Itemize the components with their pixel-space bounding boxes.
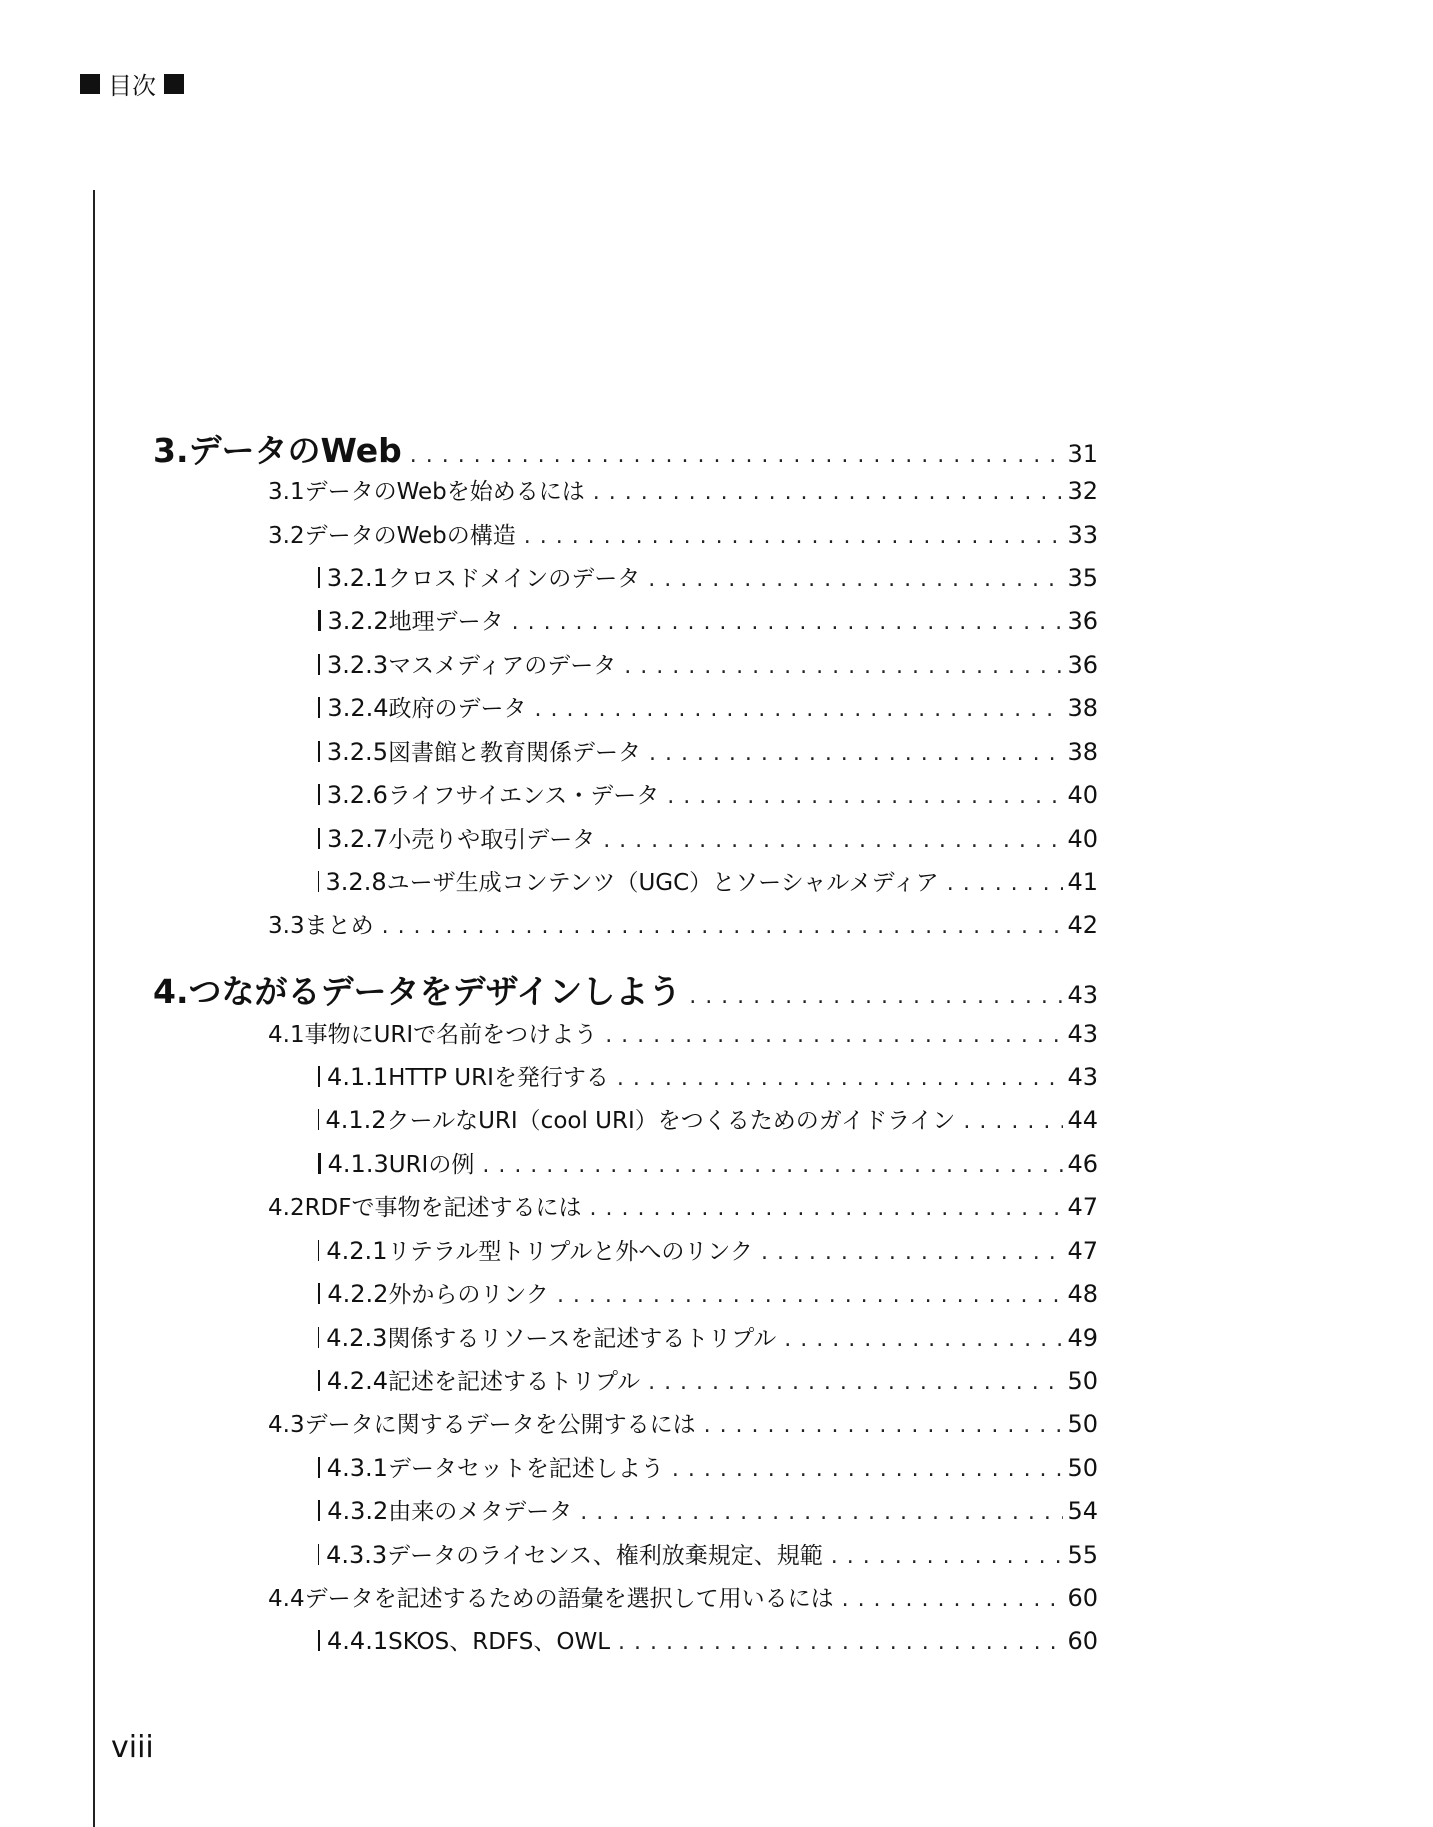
dot-leader [605, 1023, 1063, 1048]
toc-number: 4. [153, 972, 189, 1011]
toc-subsection[interactable] [318, 1450, 1098, 1483]
toc-number: 4.1.1 [327, 1063, 389, 1091]
toc-section[interactable] [268, 517, 1098, 550]
toc-page-number: 38 [1067, 694, 1098, 722]
toc-subsection[interactable] [318, 777, 1098, 810]
toc-page-number: 54 [1067, 1497, 1098, 1525]
toc-title: URIの例 [388, 1152, 475, 1178]
toc-chapter[interactable] [153, 966, 1098, 1013]
toc-subsection[interactable] [318, 1059, 1098, 1092]
toc-title: クールなURI（cool URI）をつくるためのガイドライン [386, 1108, 956, 1134]
toc-number: 4.1 [268, 1022, 305, 1048]
toc-page-number: 47 [1067, 1193, 1098, 1221]
toc-page-number: 50 [1067, 1454, 1098, 1482]
dot-leader [624, 654, 1063, 679]
toc-number: 4.2.4 [326, 1367, 388, 1395]
toc-number: 4.4.1 [327, 1627, 389, 1655]
toc-section[interactable] [268, 907, 1098, 940]
toc-subsection[interactable] [318, 1276, 1098, 1309]
toc-page-number: 41 [1067, 868, 1098, 896]
toc-subsection[interactable] [318, 1102, 1098, 1135]
dot-leader [524, 524, 1064, 549]
toc-page-number: 55 [1067, 1541, 1098, 1569]
toc-page-number: 50 [1067, 1410, 1098, 1438]
toc-page-number: 60 [1067, 1627, 1098, 1655]
toc-subsection[interactable] [318, 1320, 1098, 1353]
toc-page-number: 33 [1067, 521, 1098, 549]
toc-title: ユーザ生成コンテンツ（UGC）とソーシャルメディア [386, 870, 939, 896]
toc-subsection[interactable] [318, 1146, 1098, 1179]
toc-section[interactable] [268, 1406, 1098, 1439]
toc-page-number: 50 [1067, 1367, 1098, 1395]
toc-number: 4.2.2 [327, 1280, 389, 1308]
bar-marker-icon [318, 1066, 320, 1087]
toc-page-number: 31 [1067, 440, 1098, 468]
toc-number: 4.3.3 [326, 1541, 388, 1569]
dot-leader [784, 1327, 1063, 1352]
toc-title: データを記述するための語彙を選択して用いるには [304, 1586, 834, 1612]
toc-number: 4.3.2 [327, 1497, 389, 1525]
toc-page-number: 42 [1067, 911, 1098, 939]
dot-leader [618, 1630, 1063, 1655]
toc-page-number: 38 [1067, 738, 1098, 766]
toc-number: 3.1 [268, 479, 305, 505]
toc-subsection[interactable] [318, 1233, 1098, 1266]
bar-marker-icon [318, 610, 321, 631]
toc-subsection[interactable] [318, 821, 1098, 854]
dot-leader [580, 1500, 1063, 1525]
bar-marker-icon [318, 1630, 320, 1651]
toc-number: 3.2.6 [326, 781, 388, 809]
toc-subsection[interactable] [318, 647, 1098, 680]
dot-leader [831, 1544, 1064, 1569]
toc-title: 由来のメタデータ [388, 1499, 573, 1525]
toc-subsection[interactable] [318, 864, 1098, 897]
bar-marker-icon [318, 1240, 319, 1261]
toc-subsection[interactable] [318, 1363, 1098, 1396]
toc-number: 3.2.3 [327, 651, 389, 679]
toc-subsection[interactable] [318, 1623, 1098, 1656]
toc-page-number: 48 [1067, 1280, 1098, 1308]
toc-title: ライフサイエンス・データ [387, 783, 660, 809]
dot-leader [649, 741, 1063, 766]
toc-page-number: 43 [1067, 981, 1098, 1009]
dot-leader [557, 1283, 1064, 1308]
toc-page-number: 40 [1067, 825, 1098, 853]
toc-number: 4.3.1 [326, 1454, 388, 1482]
toc-section[interactable] [268, 1189, 1098, 1222]
toc-title: データのWebの構造 [304, 523, 516, 549]
dot-leader [648, 567, 1063, 592]
dot-leader [704, 1413, 1064, 1438]
toc-title: データのライセンス、権利放棄規定、規範 [387, 1543, 823, 1569]
toc-title: データセットを記述しよう [387, 1456, 664, 1482]
toc-title: 政府のデータ [388, 696, 527, 722]
dot-leader [842, 1587, 1064, 1612]
toc-subsection[interactable] [318, 560, 1098, 593]
toc-number: 3.2.8 [325, 868, 387, 896]
toc-section[interactable] [268, 1580, 1098, 1613]
toc-number: 4.1.3 [327, 1150, 389, 1178]
dot-leader [512, 610, 1064, 635]
bar-marker-icon [318, 1500, 320, 1521]
bar-marker-icon [318, 741, 320, 762]
bar-marker-icon [318, 1457, 320, 1478]
bar-marker-icon [318, 1283, 320, 1304]
bar-marker-icon [318, 567, 320, 588]
toc-title: SKOS、RDFS、OWL [388, 1629, 611, 1655]
dot-leader [382, 914, 1064, 939]
toc-page-number: 43 [1067, 1063, 1098, 1091]
toc-chapter[interactable] [153, 425, 1098, 472]
toc-page-number: 36 [1067, 651, 1098, 679]
dot-leader [617, 1066, 1064, 1091]
dot-leader [667, 784, 1063, 809]
toc-number: 3.2.7 [327, 825, 389, 853]
toc-number: 3.3 [268, 913, 305, 939]
running-head-label: 目次 [108, 72, 156, 100]
dot-leader [761, 1240, 1064, 1265]
toc-page-number: 46 [1067, 1150, 1098, 1178]
dot-leader [482, 1153, 1063, 1178]
dot-leader [672, 1457, 1064, 1482]
toc-title: クロスドメインのデータ [387, 566, 641, 592]
toc-title: 事物にURIで名前をつけよう [304, 1022, 598, 1048]
toc-number: 3.2.4 [327, 694, 389, 722]
toc-page-number: 32 [1067, 477, 1098, 505]
bar-marker-icon [318, 1370, 320, 1391]
bar-marker-icon [318, 1544, 319, 1565]
toc-subsection[interactable] [318, 1493, 1098, 1526]
toc-title: HTTP URIを発行する [388, 1065, 609, 1091]
bar-marker-icon [318, 871, 319, 892]
dot-leader [648, 1370, 1063, 1395]
bar-marker-icon [318, 828, 320, 849]
toc-number: 3. [153, 431, 189, 470]
toc-title: つながるデータをデザインしよう [188, 972, 682, 1011]
toc-number: 4.2 [268, 1195, 305, 1221]
toc-title: 外からのリンク [388, 1282, 549, 1308]
toc-number: 3.2.5 [326, 738, 388, 766]
toc-page-number: 60 [1067, 1584, 1098, 1612]
dot-leader [410, 443, 1064, 468]
toc-title: 小売りや取引データ [388, 827, 596, 853]
toc-title: 関係するリソースを記述するトリプル [387, 1326, 777, 1352]
toc-title: データのWeb [188, 431, 402, 470]
page-folio: viii [111, 1730, 154, 1765]
toc-number: 3.2.2 [327, 607, 389, 635]
toc-title: データに関するデータを公開するには [304, 1412, 696, 1438]
bar-marker-icon [318, 784, 320, 805]
toc-subsection[interactable] [318, 603, 1098, 636]
bar-marker-icon [318, 1327, 319, 1348]
bar-marker-icon [318, 697, 320, 718]
toc-number: 4.2.3 [326, 1324, 388, 1352]
bar-marker-icon [318, 654, 320, 675]
toc-title: 記述を記述するトリプル [387, 1369, 641, 1395]
toc-page-number: 35 [1067, 564, 1098, 592]
toc-subsection[interactable] [318, 690, 1098, 723]
toc-title: RDFで事物を記述するには [304, 1195, 582, 1221]
toc-page-number: 43 [1067, 1020, 1098, 1048]
bar-marker-icon [318, 1153, 321, 1174]
dot-leader [963, 1109, 1063, 1134]
toc-number: 3.2 [268, 523, 305, 549]
toc-number: 4.4 [268, 1586, 305, 1612]
dot-leader [947, 871, 1064, 896]
toc-section[interactable] [268, 1016, 1098, 1049]
toc-number: 4.3 [268, 1412, 305, 1438]
toc-number: 4.1.2 [325, 1106, 387, 1134]
dot-leader [689, 984, 1063, 1009]
dot-leader [535, 697, 1064, 722]
toc-page-number: 49 [1067, 1324, 1098, 1352]
toc-page-number: 36 [1067, 607, 1098, 635]
toc-page-number: 44 [1067, 1106, 1098, 1134]
toc-page-number: 40 [1067, 781, 1098, 809]
toc-subsection[interactable] [318, 734, 1098, 767]
toc-page-number: 47 [1067, 1237, 1098, 1265]
toc-title: 図書館と教育関係データ [387, 740, 641, 766]
toc-number: 4.2.1 [326, 1237, 388, 1265]
toc-title: まとめ [304, 913, 374, 939]
toc-number: 3.2.1 [326, 564, 388, 592]
dot-leader [590, 1196, 1064, 1221]
toc-title: リテラル型トリプルと外へのリンク [387, 1239, 753, 1265]
toc-title: マスメディアのデータ [388, 653, 617, 679]
toc-title: 地理データ [388, 609, 504, 635]
toc-section[interactable] [268, 473, 1098, 506]
toc-subsection[interactable] [318, 1537, 1098, 1570]
toc-title: データのWebを始めるには [304, 479, 585, 505]
dot-leader [593, 480, 1064, 505]
dot-leader [603, 828, 1063, 853]
